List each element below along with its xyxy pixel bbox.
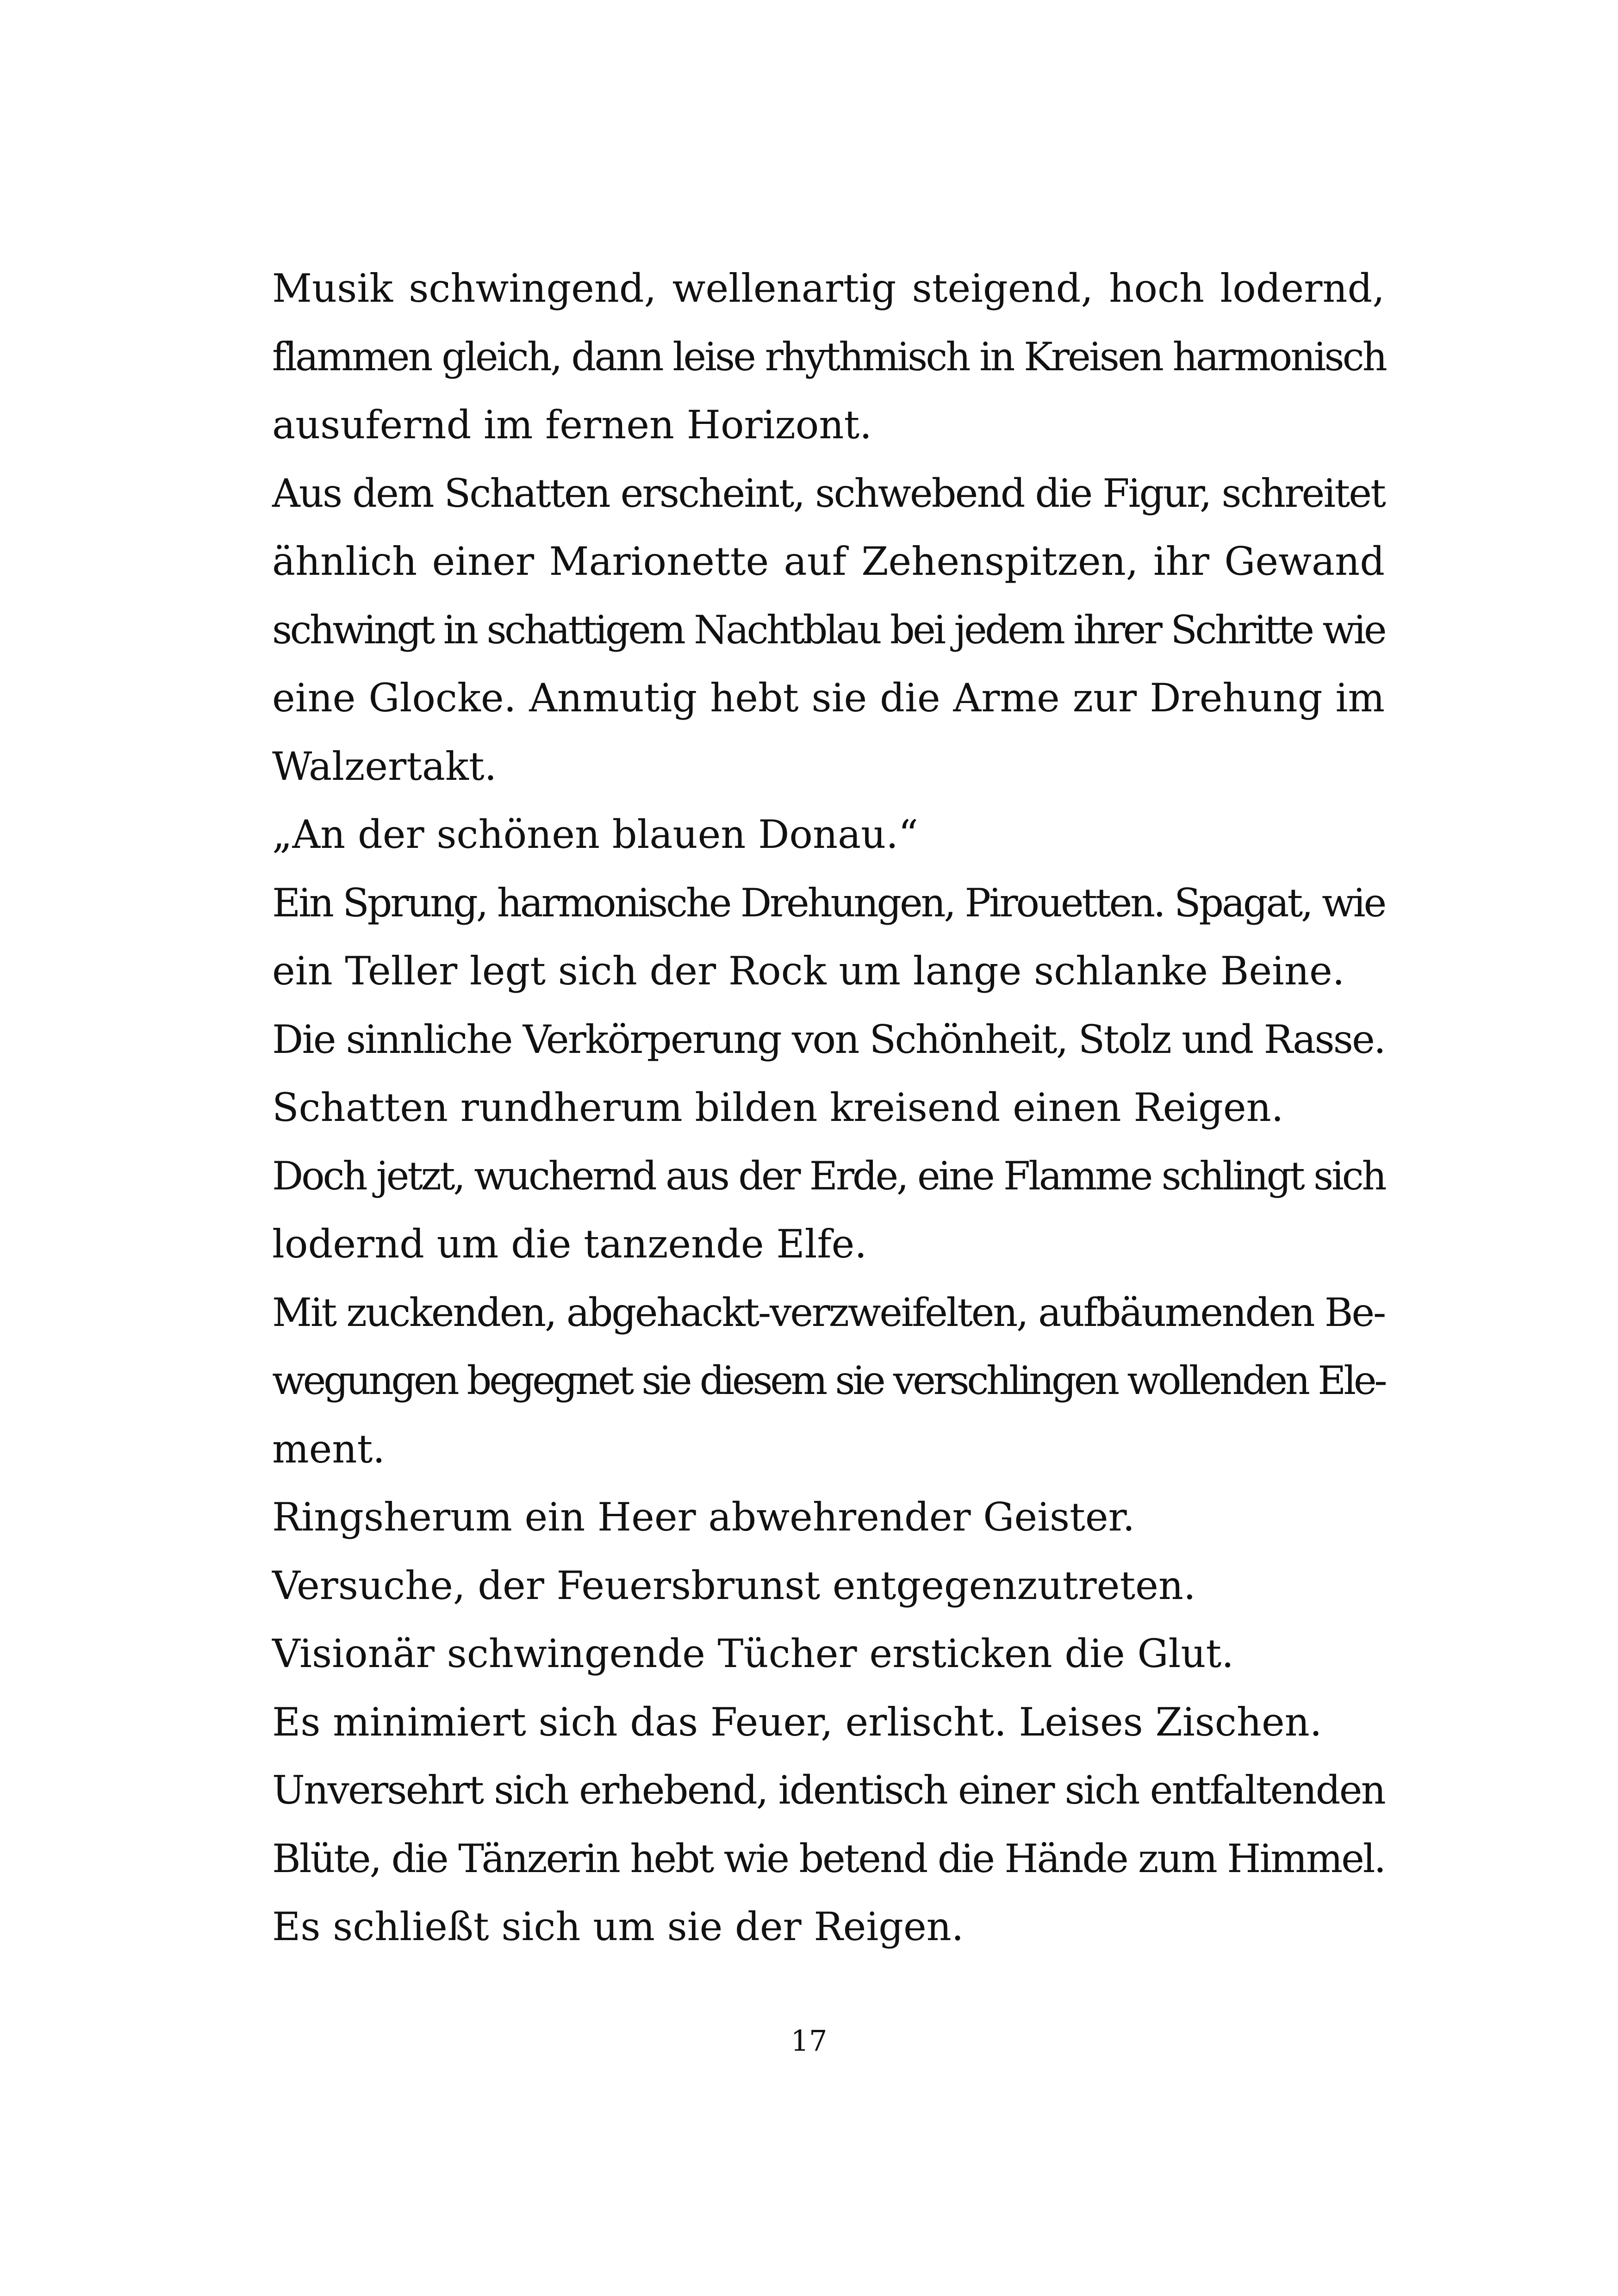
text-line: Mit zuckenden, abgehackt-verzweifelten, aufbäumenden Be- [272,1289,1385,1335]
text-line: Visionär schwingende Tücher ersticken die Glut. [272,1631,1234,1676]
paragraph [272,1893,1385,1961]
paragraph [272,1756,1385,1893]
text-line: Es schließt sich um sie der Reigen. [272,1904,964,1949]
text-line: ähnlich einer Marionette auf Zehenspitzen, ihr Gewand [272,539,1385,584]
text-line: lodernd um die tanzende Elfe. [272,1221,867,1267]
paragraph [272,1142,1385,1279]
text-line: „An der schönen blauen Donau.“ [272,812,918,857]
text-line: schwingt in schattigem Nachtblau bei jedem ihrer Schritte wie [272,607,1385,653]
text-line: Walzertakt. [272,743,497,789]
text-line: Die sinnliche Verkörperung von Schönheit, Stolz und Rasse. [272,1016,1385,1062]
text-line: Doch jetzt, wuchernd aus der Erde, eine Flamme schlingt sich [272,1153,1385,1199]
text-line: Es minimiert sich das Feuer, erlischt. Leises Zischen. [272,1699,1322,1745]
text-line: Schatten rundherum bilden kreisend einen Reigen. [272,1085,1284,1130]
text-line: ment. [272,1426,385,1472]
text-line: Unversehrt sich erhebend, identisch einer sich entfaltenden [272,1767,1385,1813]
text-line: Versuche, der Feuersbrunst entgegenzutreten. [272,1562,1196,1608]
body-text [272,255,1385,1961]
paragraph [272,255,1385,460]
text-line: flammen gleich, dann leise rhythmisch in Kreisen harmonisch [272,334,1386,380]
text-line: Blüte, die Tänzerin hebt wie betend die Hände zum Himmel. [272,1836,1385,1881]
text-line: Musik schwingend, wellenartig steigend, hoch lodernd, [272,266,1385,311]
text-line: wegungen begegnet sie diesem sie verschlingen wollenden Ele- [272,1358,1385,1403]
page-number: 17 [790,2024,828,2058]
paragraph [272,869,1385,1006]
paragraph [272,1483,1385,1552]
text-line: Ringsherum ein Heer abwehrender Geister. [272,1494,1135,1540]
paragraph [272,460,1385,801]
text-line: ein Teller legt sich der Rock um lange schlanke Beine. [272,948,1345,994]
paragraph [272,801,1385,869]
text-line: Ein Sprung, harmonische Drehungen, Pirouetten. Spagat, wie [272,880,1385,926]
paragraph [272,1006,1385,1142]
paragraph [272,1620,1385,1688]
paragraph [272,1688,1385,1757]
paragraph [272,1279,1385,1484]
text-line: Aus dem Schatten erscheint, schwebend die Figur, schreitet [272,470,1385,516]
text-line: eine Glocke. Anmutig hebt sie die Arme zur Drehung im [272,675,1385,721]
text-line: ausufernd im fernen Horizont. [272,402,872,448]
paragraph [272,1552,1385,1620]
